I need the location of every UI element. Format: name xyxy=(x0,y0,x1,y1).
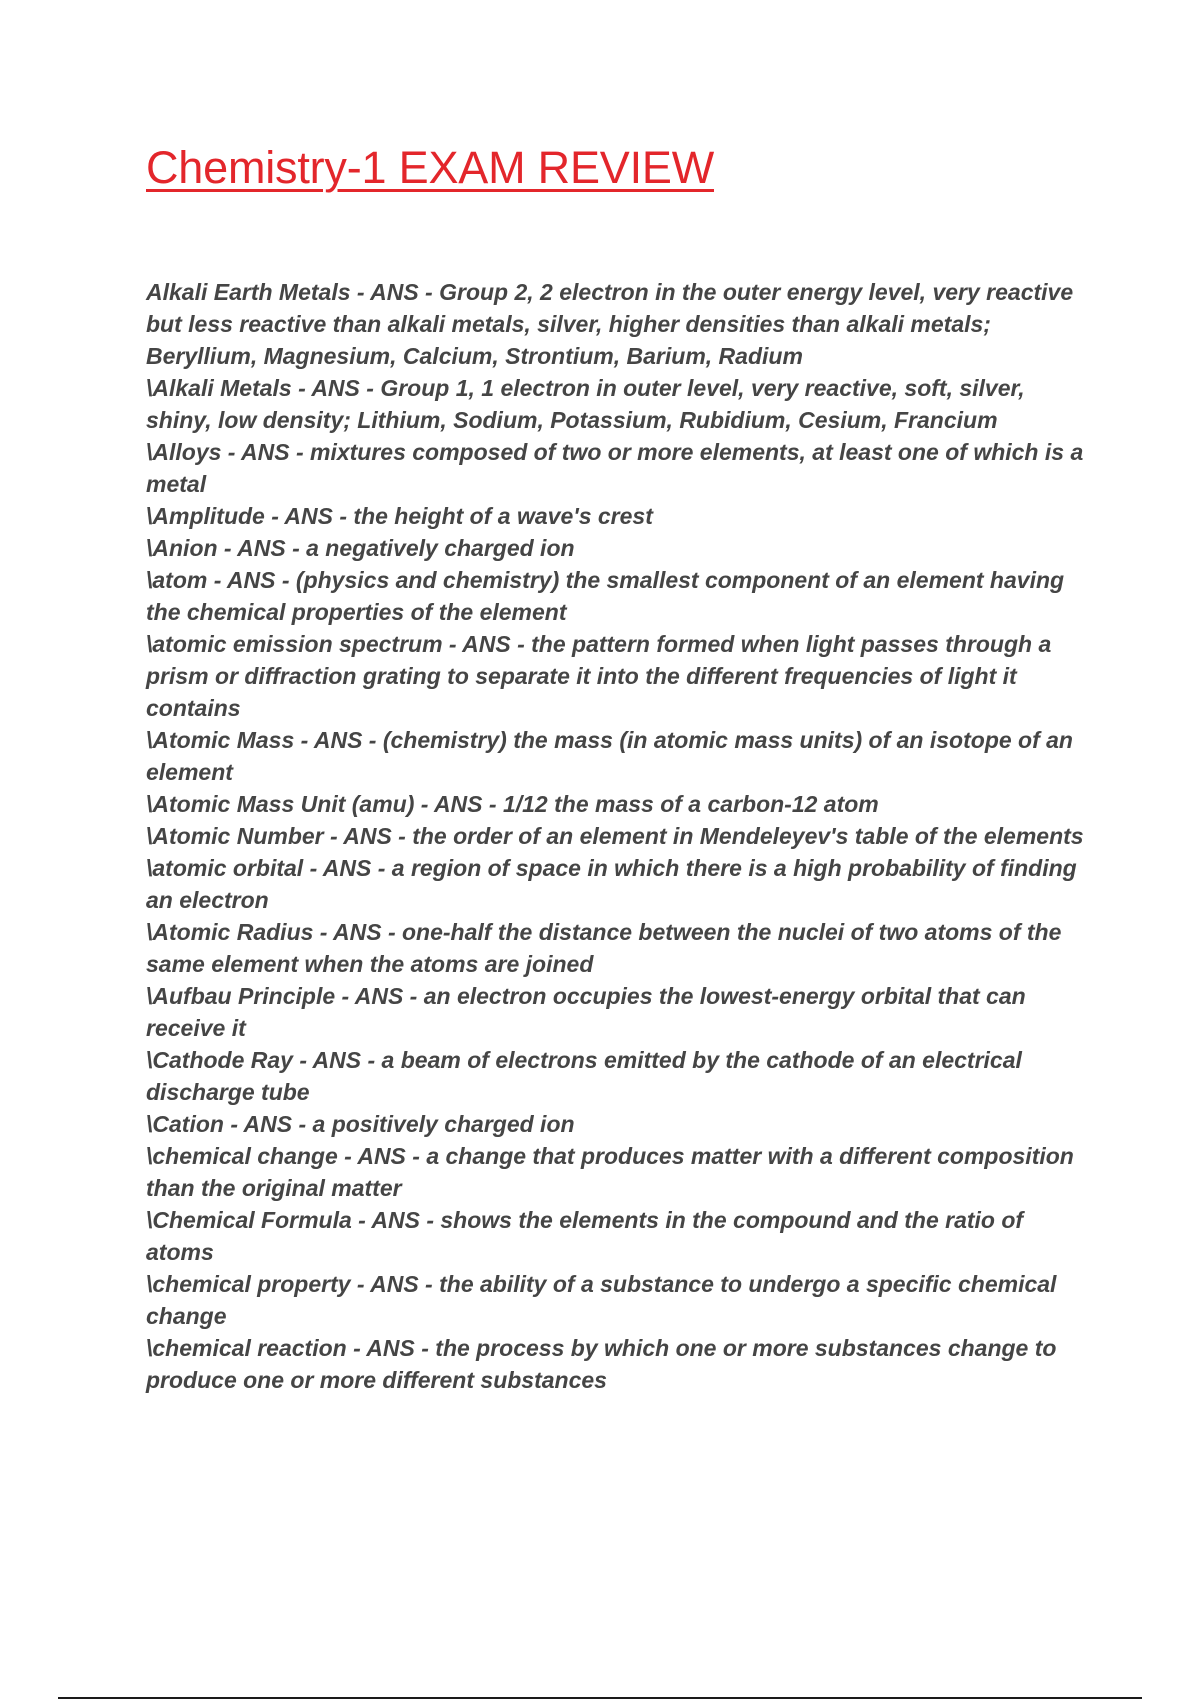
glossary-entry: \atom - ANS - (physics and chemistry) the smallest component of an element having the chemical properties of the element xyxy=(146,567,1065,625)
glossary-entry: \Cation - ANS - a positively charged ion xyxy=(146,1111,575,1137)
glossary-entry: \Amplitude - ANS - the height of a wave's crest xyxy=(146,503,653,529)
glossary-entry: \atomic orbital - ANS - a region of space in which there is a high probability of finding an electron xyxy=(146,855,1077,913)
glossary-entry: \atomic emission spectrum - ANS - the pattern formed when light passes through a prism or diffraction grating to separate it into the different frequencies of light it contains xyxy=(146,631,1052,721)
page-title: Chemistry-1 EXAM REVIEW xyxy=(146,142,714,193)
glossary-entry: \Aufbau Principle - ANS - an electron occupies the lowest-energy orbital that can receive it xyxy=(146,983,1026,1041)
glossary-list xyxy=(146,276,1096,1396)
footer-rule xyxy=(58,1697,1142,1699)
glossary-entry: \Chemical Formula - ANS - shows the elements in the compound and the ratio of atoms xyxy=(146,1207,1024,1265)
glossary-entry: \Anion - ANS - a negatively charged ion xyxy=(146,535,575,561)
glossary-entry: Alkali Earth Metals - ANS - Group 2, 2 electron in the outer energy level, very reactive but less reactive than alkali metals, silver, higher densities than alkali metals; Beryllium, Magnesium, Calcium, Strontium, Barium, Radium xyxy=(146,279,1074,369)
glossary-entry: \Cathode Ray - ANS - a beam of electrons emitted by the cathode of an electrical discharge tube xyxy=(146,1047,1022,1105)
glossary-entry: \Atomic Radius - ANS - one-half the distance between the nuclei of two atoms of the same element when the atoms are joined xyxy=(146,919,1062,977)
glossary-entry: \Atomic Mass - ANS - (chemistry) the mass (in atomic mass units) of an isotope of an element xyxy=(146,727,1073,785)
glossary-entry: \chemical change - ANS - a change that produces matter with a different composition than the original matter xyxy=(146,1143,1074,1201)
glossary-entry: \Alkali Metals - ANS - Group 1, 1 electron in outer level, very reactive, soft, silver, shiny, low density; Lithium, Sodium, Potassium, Rubidium, Cesium, Francium xyxy=(146,375,1025,433)
glossary-entry: \Atomic Number - ANS - the order of an element in Mendeleyev's table of the elements xyxy=(146,823,1084,849)
glossary-entry: \chemical reaction - ANS - the process by which one or more substances change to produce one or more different substances xyxy=(146,1335,1057,1393)
glossary-entry: \Atomic Mass Unit (amu) - ANS - 1/12 the mass of a carbon-12 atom xyxy=(146,791,879,817)
glossary-entry: \Alloys - ANS - mixtures composed of two or more elements, at least one of which is a metal xyxy=(146,439,1084,497)
glossary-entry: \chemical property - ANS - the ability of a substance to undergo a specific chemical change xyxy=(146,1271,1057,1329)
